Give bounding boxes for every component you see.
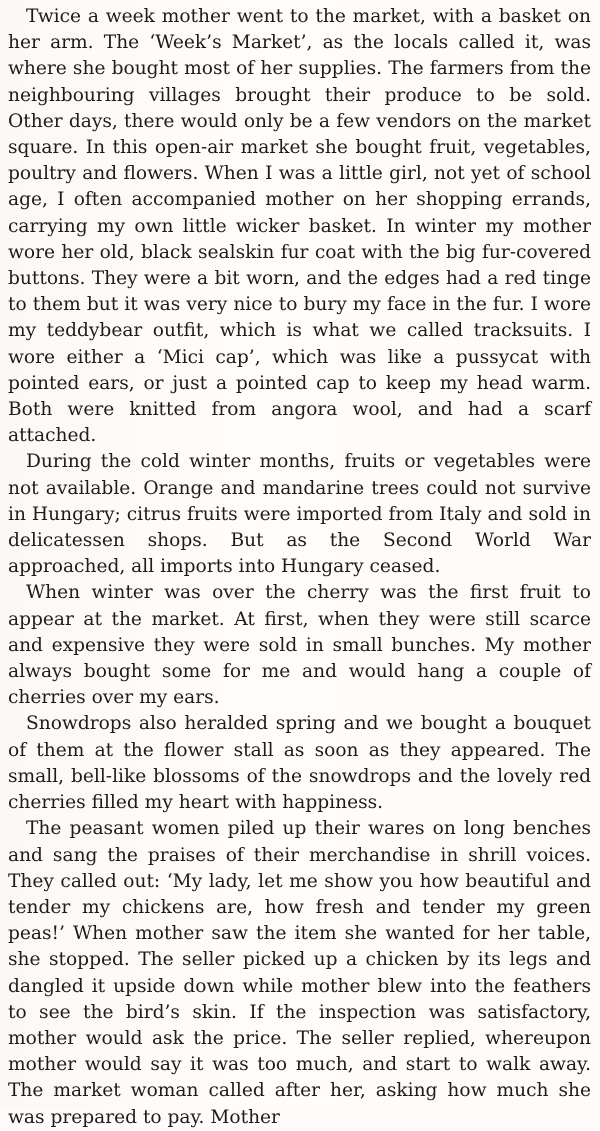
page-body-text <box>8 4 591 1131</box>
paragraph-peasant-women: The peasant women piled up their wares on long benches and sang the praises of their merchandise in shrill voices. They called out: ‘My lady, let me show you how beautiful and tender my chickens are, how fresh and tender my green peas!’ When mother saw the item she wanted for her table, she stopped. The seller picked up a chicken by its legs and dangled it upside down while mother blew into the feathers to see the bird’s skin. If the inspection was satisfactory, mother would ask the price. The seller replied, whereupon mother would say it was too much, and start to walk away. The market woman called after her, asking how much she was prepared to pay. Mother <box>8 818 591 1128</box>
paragraph-snowdrops: Snowdrops also heralded spring and we bought a bouquet of them at the flower stall as soon as they appeared. The small, bell-like blossoms of the snowdrops and the lovely red cherries filled my heart with happiness. <box>8 713 591 814</box>
paragraph-winter: During the cold winter months, fruits or vegetables were not available. Orange and mandarine trees could not survive in Hungary; citrus fruits were imported from Italy and sold in delicatessen shops. But as the Second World War approached, all imports into Hungary ceased. <box>8 451 591 578</box>
paragraph-cherries: When winter was over the cherry was the first fruit to appear at the market. At first, when they were still scarce and expensive they were sold in small bunches. My mother always bought some for me and would hang a couple of cherries over my ears. <box>8 582 591 709</box>
paragraph-market: Twice a week mother went to the market, with a basket on her arm. The ‘Week’s Market’, as the locals called it, was where she bought most of her supplies. The farmers from the neighbouring villages brought their produce to be sold. Other days, there would only be a few vendors on the market square. In this open-air market she bought fruit, vegetables, poultry and flowers. When I was a little girl, not yet of school age, I often accompanied mother on her shopping errands, carrying my own little wicker basket. In winter my mother wore her old, black sealskin fur coat with the big fur-covered buttons. They were a bit worn, and the edges had a red tinge to them but it was very nice to bury my face in the fur. I wore my teddybear outfit, which is what we called tracksuits. I wore either a ‘Mici cap’, which was like a pussycat with pointed ears, or just a pointed cap to keep my head warm. Both were knitted from angora wool, and had a scarf attached. <box>8 6 591 447</box>
